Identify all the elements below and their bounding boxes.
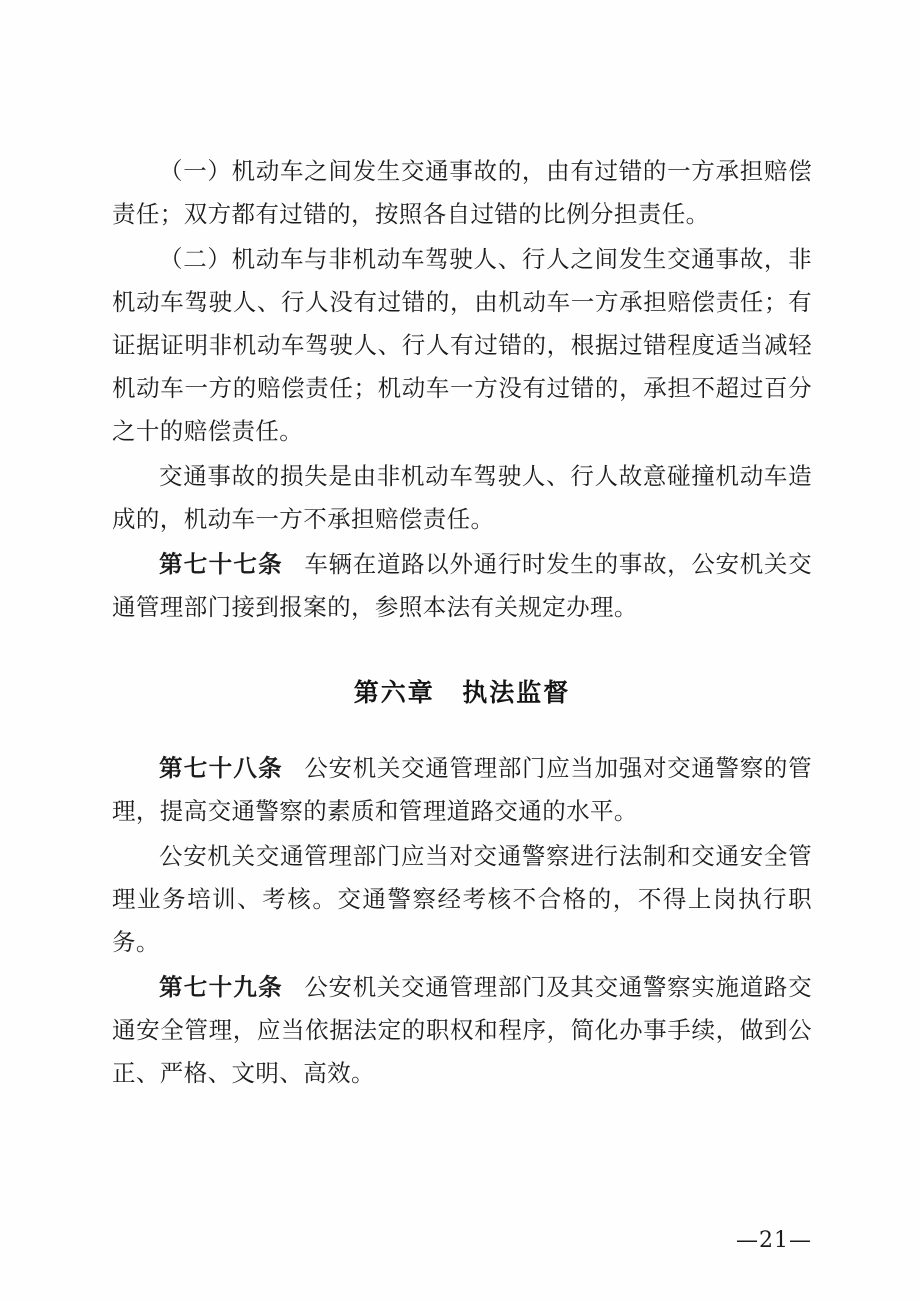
paragraph-article-78-second — [112, 835, 812, 964]
paragraph-text: （一）机动车之间发生交通事故的，由有过错的一方承担赔偿责任；双方都有过错的，按照各自过错的比例分担责任。 — [112, 157, 812, 228]
article-label: 第七十七条 — [159, 550, 283, 578]
article-text: 公安机关交通管理部门应当加强对交通警察的管理，提高交通警察的素质和管理道路交通的水平。 — [112, 754, 812, 825]
chapter-heading — [112, 673, 812, 709]
page-number: —21— — [736, 1228, 812, 1253]
chapter-title: 执法监督 — [462, 678, 571, 707]
article-78 — [112, 747, 812, 833]
paragraph-item-2 — [112, 238, 812, 453]
chapter-number: 第六章 — [353, 678, 435, 707]
paragraph-text: （二）机动车与非机动车驾驶人、行人之间发生交通事故，非机动车驾驶人、行人没有过错的，由机动车一方承担赔偿责任；有证据证明非机动车驾驶人、行人有过错的，根据过错程度适当减轻机动车一方的赔偿责任；机动车一方没有过错的，承担不超过百分之十的赔偿责任。 — [112, 245, 812, 445]
article-77 — [112, 543, 812, 629]
article-text: 车辆在道路以外通行时发生的事故，公安机关交通管理部门接到报案的，参照本法有关规定办理。 — [112, 550, 812, 621]
paragraph-item-3 — [112, 455, 812, 541]
document-body — [112, 150, 812, 1097]
article-label: 第七十八条 — [159, 754, 283, 782]
paragraph-item-1 — [112, 150, 812, 236]
paragraph-text: 交通事故的损失是由非机动车驾驶人、行人故意碰撞机动车造成的，机动车一方不承担赔偿责任。 — [112, 462, 812, 533]
article-79 — [112, 966, 812, 1095]
article-text: 公安机关交通管理部门及其交通警察实施道路交通安全管理，应当依据法定的职权和程序，简化办事手续，做到公正、严格、文明、高效。 — [112, 973, 812, 1087]
article-label: 第七十九条 — [159, 973, 283, 1001]
paragraph-text: 公安机关交通管理部门应当对交通警察进行法制和交通安全管理业务培训、考核。交通警察经考核不合格的，不得上岗执行职务。 — [112, 842, 812, 956]
